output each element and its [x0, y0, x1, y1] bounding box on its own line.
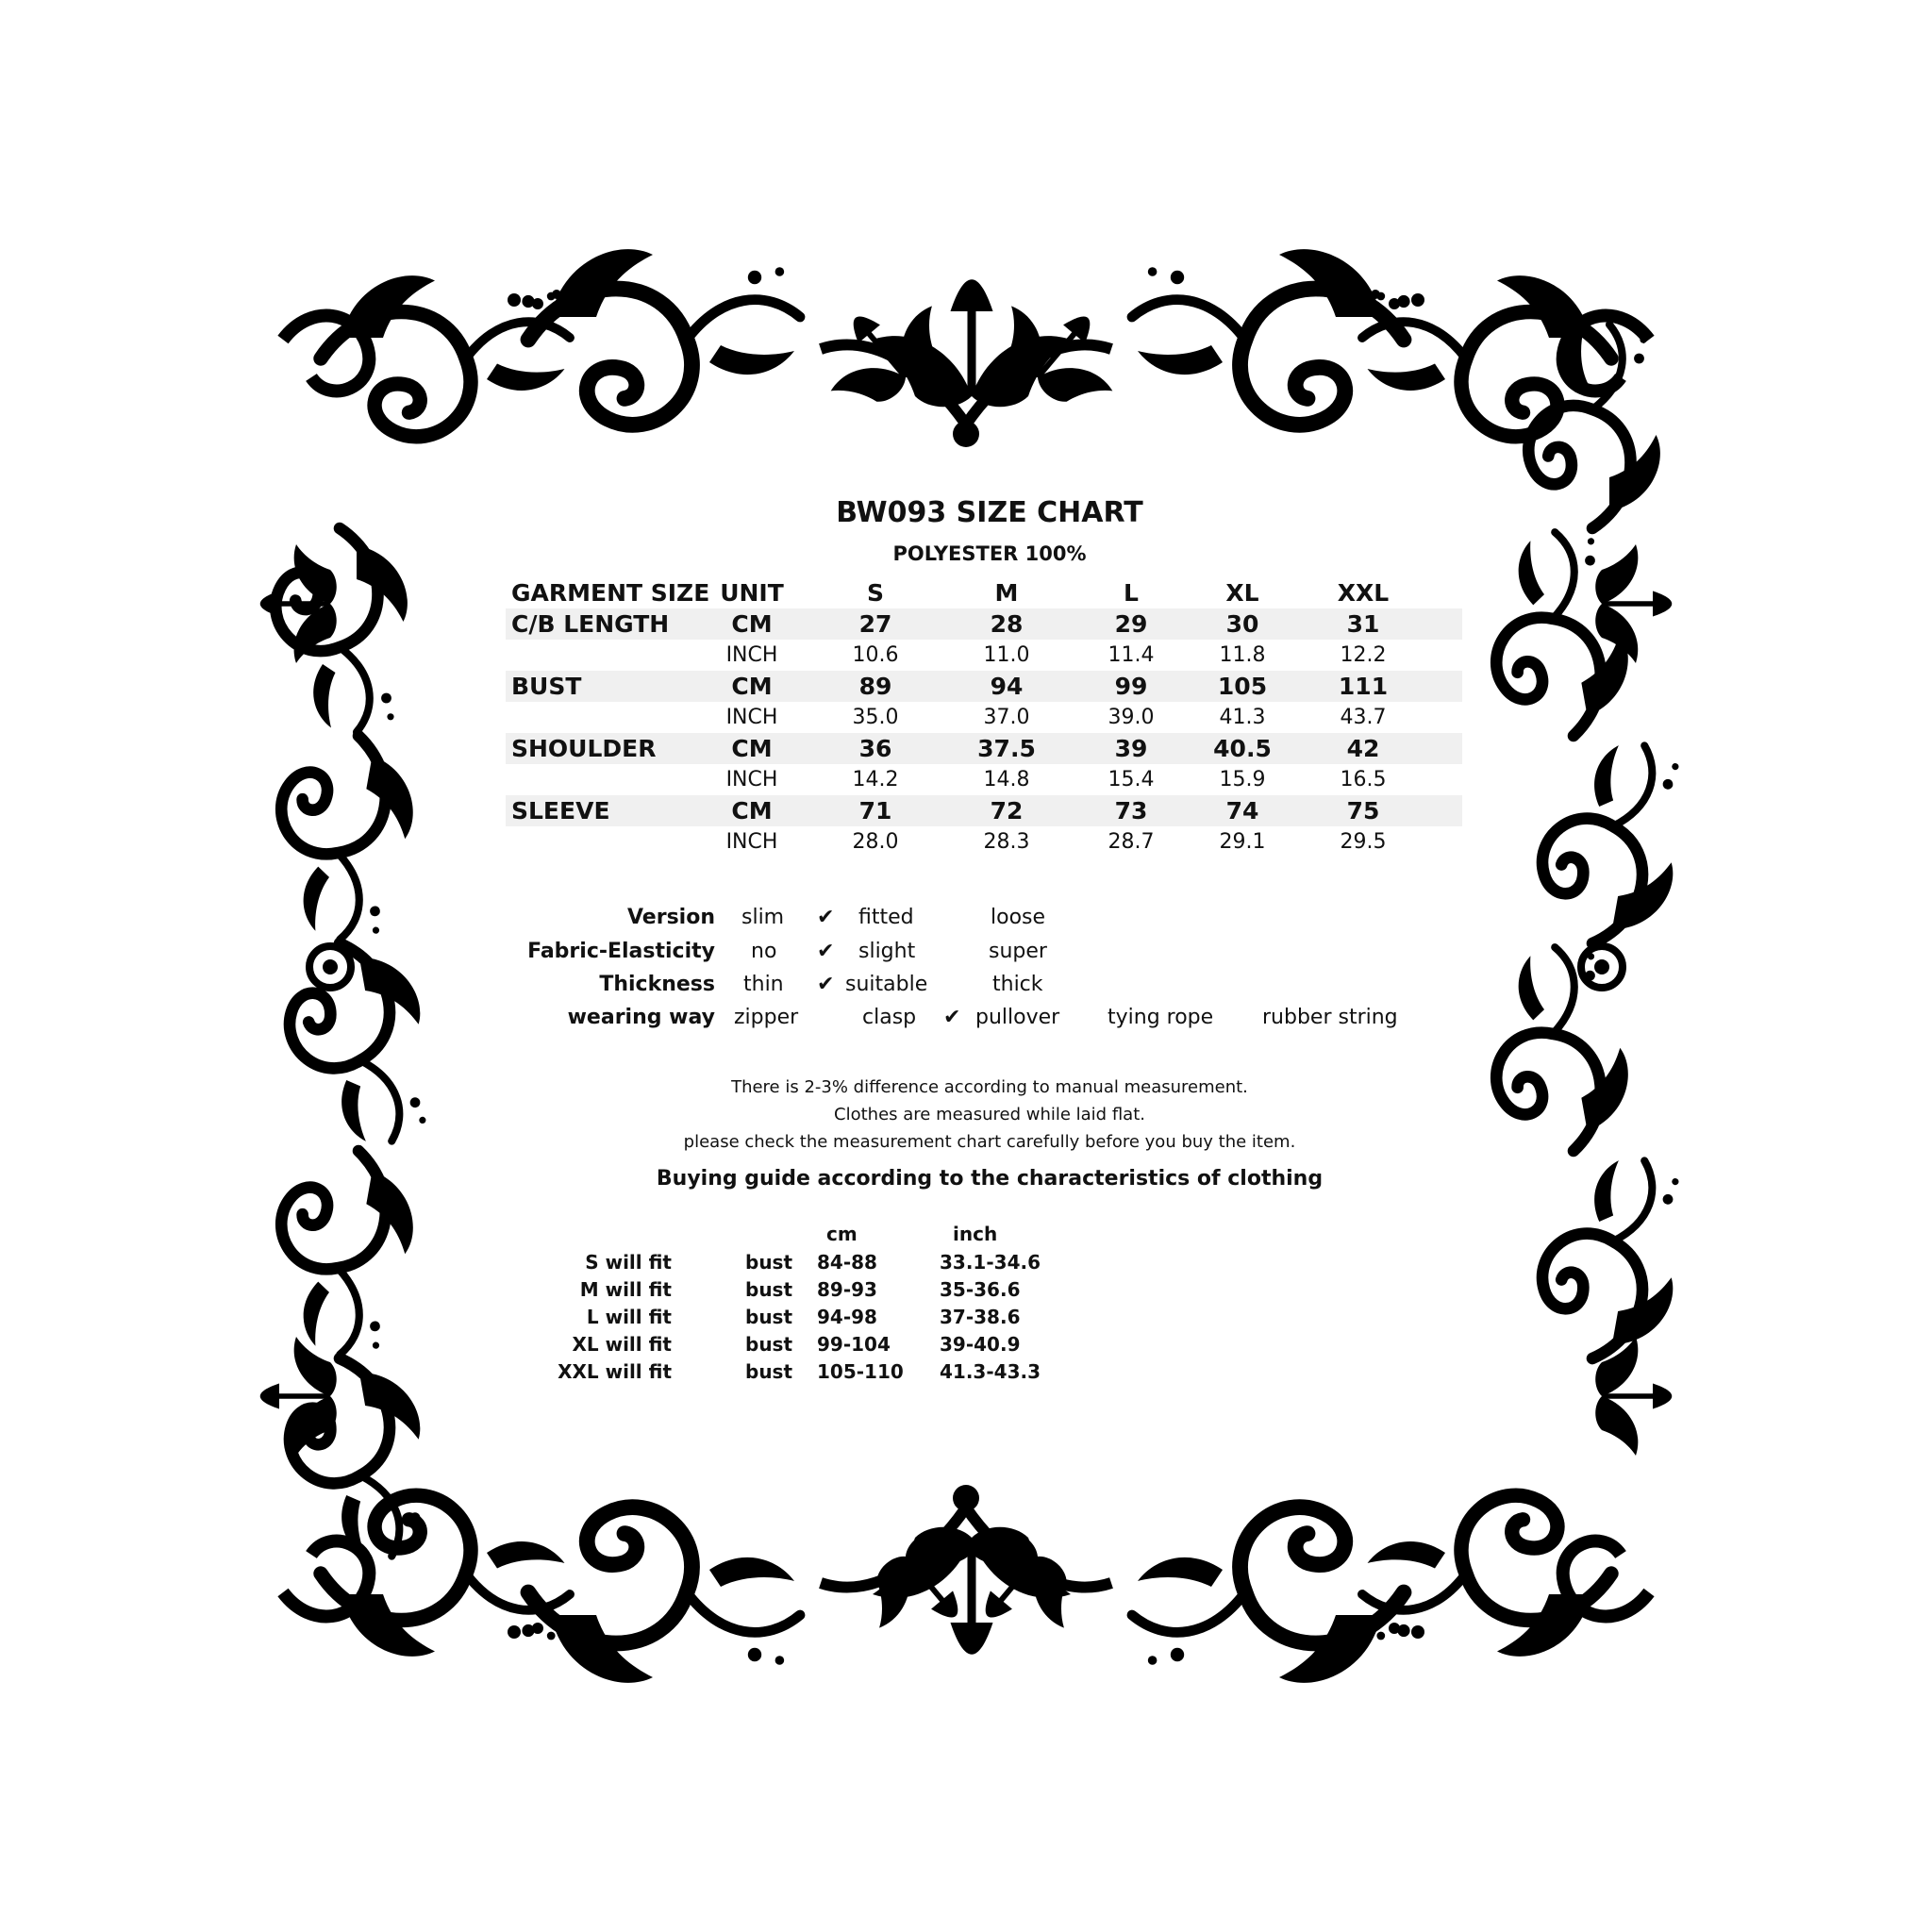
unit-cell: CM	[731, 610, 773, 638]
table-cell: 41.3	[1219, 706, 1266, 729]
table-cell: 94	[990, 673, 1024, 700]
guide-inch-range: 41.3-43.3	[940, 1360, 1041, 1383]
measurement-label: SLEEVE	[511, 797, 610, 824]
guide-part: bust	[745, 1360, 793, 1383]
version-label: Version	[626, 906, 715, 929]
table-cell: 37.0	[983, 706, 1030, 729]
table-row	[506, 702, 1462, 733]
guide-inch-range: 37-38.6	[940, 1306, 1021, 1328]
option-text: zipper	[734, 1006, 799, 1029]
option-text: thin	[743, 973, 784, 996]
guide-part: bust	[745, 1306, 793, 1328]
measurement-label: BUST	[511, 673, 582, 700]
table-cell: 29	[1114, 610, 1148, 638]
table-row	[506, 671, 1462, 702]
header-cell: M	[994, 579, 1019, 607]
guide-part: bust	[745, 1333, 793, 1356]
header-cell: S	[866, 579, 884, 607]
measurement-label	[511, 702, 719, 733]
table-cell: 10.6	[852, 643, 899, 667]
option-text: tying rope	[1108, 1006, 1214, 1029]
header-cell: XL	[1225, 579, 1259, 607]
measurement-note: There is 2-3% difference according to manual measurement.	[731, 1077, 1248, 1097]
guide-cm-range: 84-88	[817, 1251, 877, 1274]
table-row	[506, 640, 1462, 671]
thickness-label: Thickness	[599, 973, 715, 996]
option-text: clasp	[862, 1006, 917, 1029]
elasticity-row	[0, 940, 1932, 972]
unit-cell: INCH	[725, 768, 778, 791]
buying-guide-title: Buying guide according to the characteristics of clothing	[656, 1167, 1324, 1191]
table-cell: 105	[1217, 673, 1268, 700]
unit-cell: CM	[731, 673, 773, 700]
option-text: no	[751, 940, 777, 963]
option-text: suitable	[845, 973, 928, 996]
check-icon: ✔	[817, 906, 835, 929]
table-cell: 40.5	[1213, 735, 1272, 762]
option-text: rubber string	[1262, 1006, 1398, 1029]
table-cell: 35.0	[852, 706, 899, 729]
buying-guide-table	[0, 1223, 1932, 1392]
table-cell: 16.5	[1340, 768, 1387, 791]
table-cell: 37.5	[977, 735, 1036, 762]
measurement-label	[511, 826, 719, 858]
table-header-row	[506, 577, 1462, 608]
table-cell: 39.0	[1108, 706, 1155, 729]
unit-cell: INCH	[725, 706, 778, 729]
option-text: thick	[992, 973, 1043, 996]
header-cell: UNIT	[720, 579, 784, 607]
option-text: fitted	[858, 906, 914, 929]
guide-cm-range: 99-104	[817, 1333, 891, 1356]
option-text: loose	[991, 906, 1046, 929]
table-cell: 28	[990, 610, 1024, 638]
unit-cell: INCH	[725, 643, 778, 667]
table-cell: 15.9	[1219, 768, 1266, 791]
header-cell: L	[1124, 579, 1139, 607]
table-cell: 14.2	[852, 768, 899, 791]
guide-size: XXL will fit	[558, 1360, 672, 1383]
wearing-way-row	[0, 1006, 1932, 1038]
table-row	[506, 826, 1462, 858]
table-cell: 11.4	[1108, 643, 1155, 667]
guide-size: S will fit	[585, 1251, 672, 1274]
guide-size: XL will fit	[572, 1333, 672, 1356]
guide-part: bust	[745, 1251, 793, 1274]
measurement-label: SHOULDER	[511, 735, 657, 762]
measurement-label: C/B LENGTH	[511, 610, 670, 638]
measurement-label	[511, 764, 719, 795]
table-cell: 42	[1346, 735, 1380, 762]
measurement-note: Clothes are measured while laid flat.	[834, 1105, 1145, 1124]
check-icon: ✔	[817, 973, 835, 996]
guide-col-inch: inch	[953, 1223, 998, 1245]
table-cell: 111	[1338, 673, 1389, 700]
table-cell: 36	[858, 735, 892, 762]
guide-size: M will fit	[579, 1278, 672, 1301]
table-cell: 74	[1225, 797, 1259, 824]
table-row	[506, 733, 1462, 764]
table-cell: 39	[1114, 735, 1148, 762]
header-cell: XXL	[1337, 579, 1390, 607]
table-cell: 75	[1346, 797, 1380, 824]
version-row	[0, 906, 1932, 938]
table-cell: 28.7	[1108, 830, 1155, 854]
table-cell: 11.8	[1219, 643, 1266, 667]
guide-cm-range: 89-93	[817, 1278, 877, 1301]
header-cell: GARMENT SIZE	[511, 579, 710, 607]
material-subtitle: POLYESTER 100%	[892, 542, 1087, 565]
garment-characteristics	[0, 906, 1932, 1047]
table-cell: 30	[1225, 610, 1259, 638]
table-cell: 29.1	[1219, 830, 1266, 854]
table-cell: 27	[858, 610, 892, 638]
guide-part: bust	[745, 1278, 793, 1301]
check-icon: ✔	[817, 940, 835, 963]
unit-cell: CM	[731, 735, 773, 762]
size-table	[506, 577, 1462, 858]
table-cell: 12.2	[1340, 643, 1387, 667]
wearing-way-label: wearing way	[567, 1006, 715, 1029]
guide-cm-range: 105-110	[817, 1360, 904, 1383]
measurement-label	[511, 640, 719, 671]
guide-cm-range: 94-98	[817, 1306, 877, 1328]
table-cell: 89	[858, 673, 892, 700]
table-cell: 28.0	[852, 830, 899, 854]
table-row	[506, 608, 1462, 640]
table-row	[506, 795, 1462, 826]
table-cell: 43.7	[1340, 706, 1387, 729]
table-cell: 99	[1114, 673, 1148, 700]
table-row	[506, 764, 1462, 795]
table-cell: 31	[1346, 610, 1380, 638]
option-text: slight	[858, 940, 916, 963]
table-cell: 15.4	[1108, 768, 1155, 791]
unit-cell: INCH	[725, 830, 778, 854]
option-text: slim	[741, 906, 785, 929]
check-icon: ✔	[943, 1006, 961, 1029]
table-cell: 29.5	[1340, 830, 1387, 854]
table-cell: 28.3	[983, 830, 1030, 854]
elasticity-label: Fabric-Elasticity	[527, 940, 715, 963]
table-cell: 71	[858, 797, 892, 824]
thickness-row	[0, 973, 1932, 1005]
unit-cell: CM	[731, 797, 773, 824]
table-cell: 72	[990, 797, 1024, 824]
measurement-note: please check the measurement chart carefully before you buy the item.	[683, 1132, 1296, 1152]
guide-size: L will fit	[586, 1306, 672, 1328]
option-text: super	[989, 940, 1047, 963]
guide-inch-range: 33.1-34.6	[940, 1251, 1041, 1274]
chart-title: BW093 SIZE CHART	[836, 496, 1143, 529]
table-cell: 11.0	[983, 643, 1030, 667]
guide-inch-range: 35-36.6	[940, 1278, 1021, 1301]
table-cell: 73	[1114, 797, 1148, 824]
guide-col-cm: cm	[826, 1223, 858, 1245]
option-text: pullover	[975, 1006, 1060, 1029]
table-cell: 14.8	[983, 768, 1030, 791]
guide-inch-range: 39-40.9	[940, 1333, 1021, 1356]
